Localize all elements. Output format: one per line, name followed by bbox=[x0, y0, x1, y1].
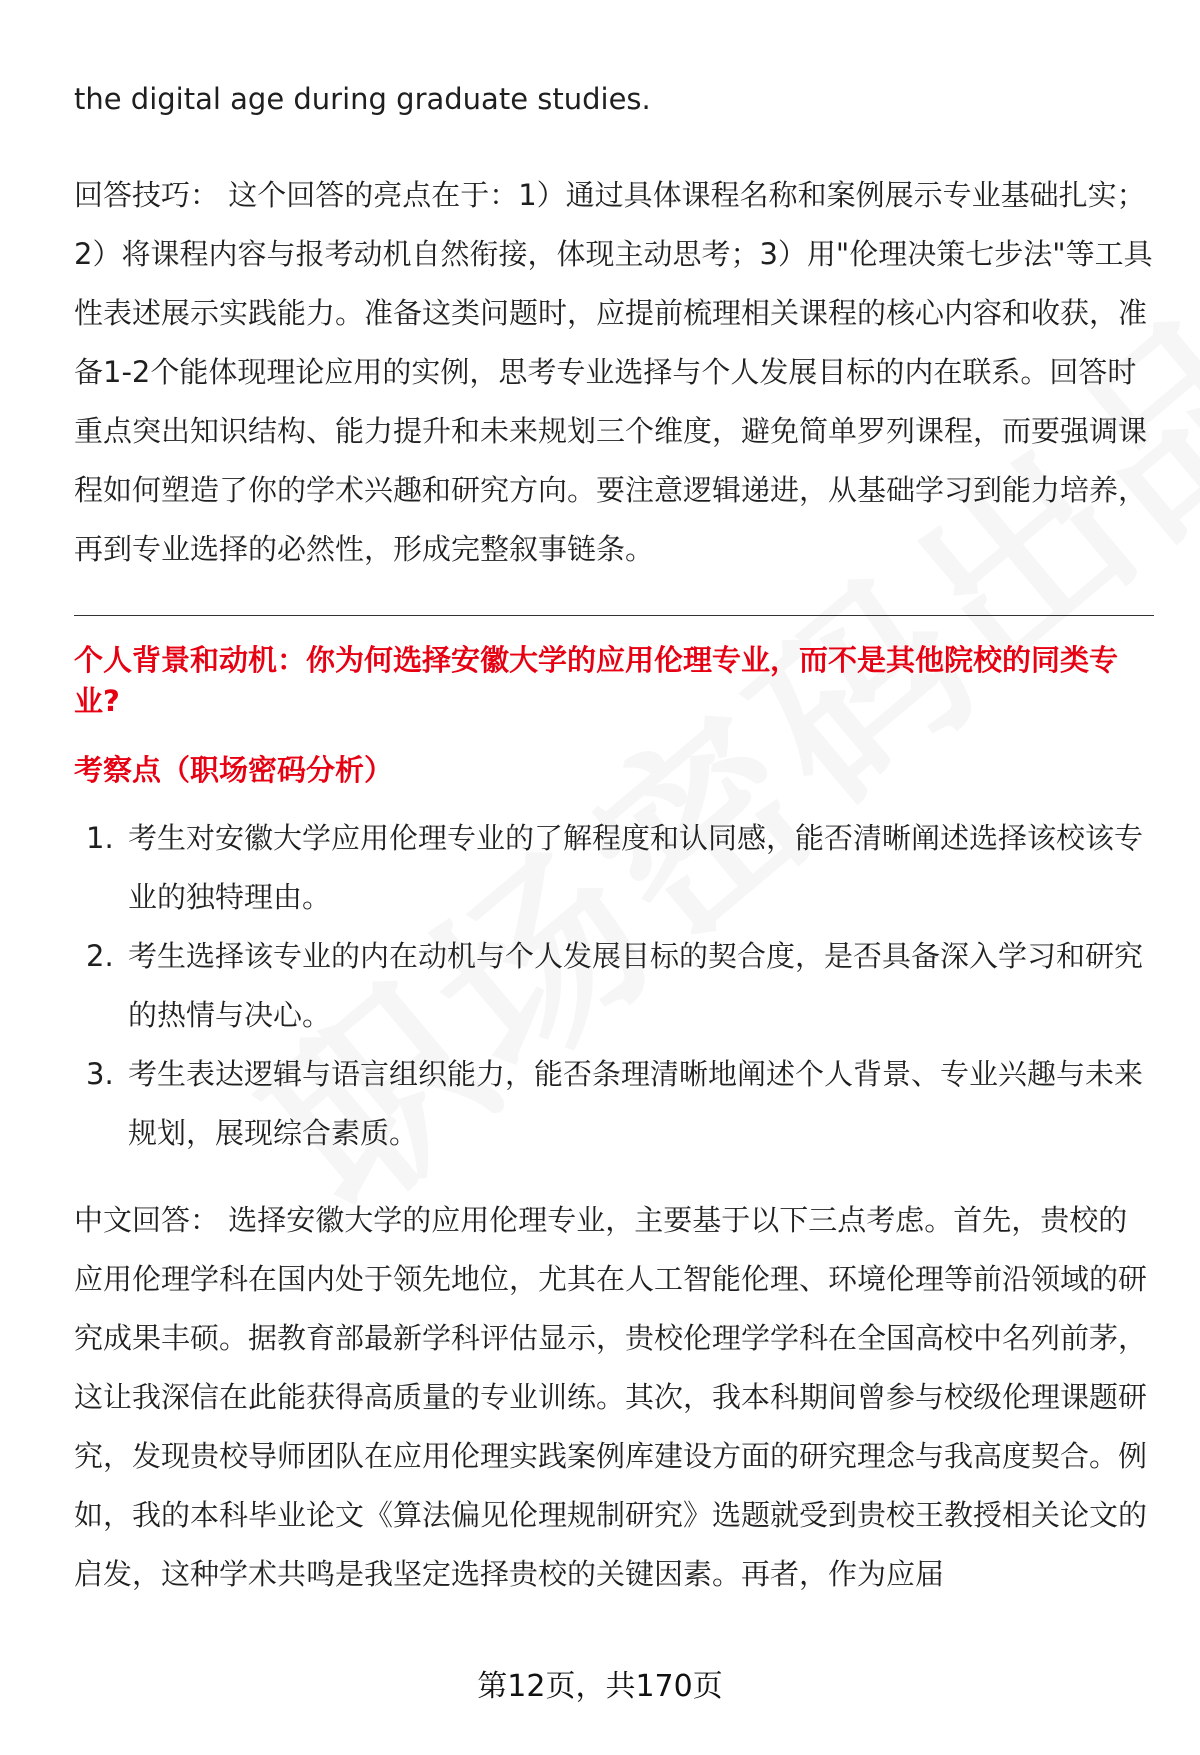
tips-paragraph: 回答技巧： 这个回答的亮点在于：1）通过具体课程名称和案例展示专业基础扎实；2）将课程内容与报考动机自然衔接，体现主动思考；3）用"伦理决策七步法"等工具性表述展示实践能力。准备这类问题时，应提前梳理相关课程的核心内容和收获，准备1-2个能体现理论应用的实例，思考专业选择与个人发展目标的内在联系。回答时重点突出知识结构、能力提升和未来规划三个维度，避免简单罗列课程，而要强调课程如何塑造了你的学术兴趣和研究方向。要注意逻辑递进，从基础学习到能力培养，再到专业选择的必然性，形成完整叙事链条。 bbox=[74, 178, 1153, 566]
list-item-text: 考生表达逻辑与语言组织能力，能否条理清晰地阐述个人背景、专业兴趣与未来规划，展现综合素质。 bbox=[128, 1057, 1144, 1150]
intro-line: the digital age during graduate studies. bbox=[74, 82, 651, 116]
list-item-number: 1. bbox=[86, 821, 114, 855]
list-item-text: 考生选择该专业的内在动机与个人发展目标的契合度，是否具备深入学习和研究的热情与决心。 bbox=[128, 939, 1144, 1032]
analysis-points-list bbox=[74, 809, 1154, 1163]
list-item bbox=[74, 809, 1154, 927]
list-item-text: 考生对安徽大学应用伦理专业的了解程度和认同感，能否清晰阐述选择该校该专业的独特理由。 bbox=[128, 821, 1144, 914]
question-heading: 个人背景和动机：你为何选择安徽大学的应用伦理专业，而不是其他院校的同类专业? bbox=[74, 643, 1119, 718]
document-body bbox=[74, 70, 1154, 1604]
list-item bbox=[74, 927, 1154, 1045]
list-item bbox=[74, 1045, 1154, 1163]
list-item-number: 3. bbox=[86, 1057, 114, 1091]
list-item-number: 2. bbox=[86, 939, 114, 973]
page-footer: 第12页，共170页 bbox=[477, 1669, 723, 1704]
section-divider bbox=[74, 615, 1154, 616]
analysis-heading: 考察点（职场密码分析） bbox=[74, 753, 394, 787]
answer-paragraph: 中文回答： 选择安徽大学的应用伦理专业，主要基于以下三点考虑。首先，贵校的应用伦理学科在国内处于领先地位，尤其在人工智能伦理、环境伦理等前沿领域的研究成果丰硕。据教育部最新学科评估显示，贵校伦理学学科在全国高校中名列前茅，这让我深信在此能获得高质量的专业训练。其次，我本科期间曾参与校级伦理课题研究，发现贵校导师团队在应用伦理实践案例库建设方面的研究理念与我高度契合。例如，我的本科毕业论文《算法偏见伦理规制研究》选题就受到贵校王教授相关论文的启发，这种学术共鸣是我坚定选择贵校的关键因素。再者，作为应届 bbox=[74, 1203, 1148, 1591]
